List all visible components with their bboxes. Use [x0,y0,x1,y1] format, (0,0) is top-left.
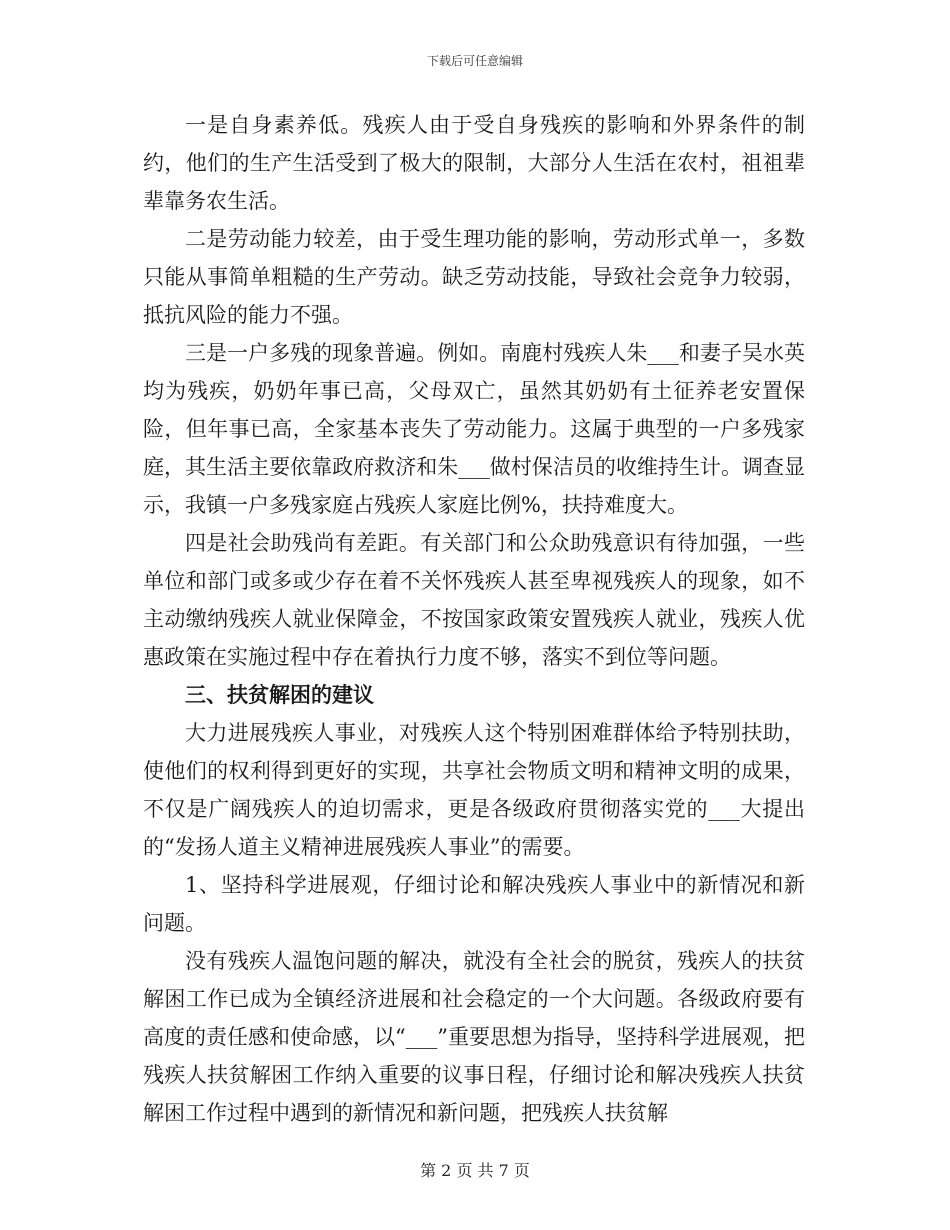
paragraph-social-support: 四是社会助残尚有差距。有关部门和公众助残意识有待加强，一些单位和部门或多或少存在着不关怀残疾人甚至卑视残疾人的现象，如不主动缴纳残疾人就业保障金，不按国家政策安置残疾人就业，残疾人优惠政策在实施过程中存在着执行力度不够，落实不到位等问题。 [143,531,805,669]
paragraph-develop-cause: 大力进展残疾人事业，对残疾人这个特别困难群体给予特别扶助，使他们的权利得到更好的实现，共享社会物质文明和精神文明的成果，不仅是广阔残疾人的迫切需求，更是各级政府贯彻落实党的___大提出的“发扬人道主义精神进展残疾人事业”的需要。 [143,721,805,859]
paragraph-low-quality: 一是自身素养低。残疾人由于受自身残疾的影响和外界条件的制约，他们的生产生活受到了极大的限制，大部分人生活在农村，祖祖辈辈靠务农生活。 [143,113,805,213]
page-header: 下载后可任意编辑 [426,54,523,68]
section-heading-suggestions: 三、扶贫解困的建议 [185,683,374,707]
paragraph-poverty-relief: 没有残疾人温饱问题的解决，就没有全社会的脱贫，残疾人的扶贫解困工作已成为全镇经济进展和社会稳定的一个大问题。各级政府要有高度的责任感和使命感，以“___”重要思想为指导，坚持科学进展观，把残疾人扶贫解困工作纳入重要的议事日程，仔细讨论和解决残疾人扶贫解困工作过程中遇到的新情况和新问题，把残疾人扶贫解 [143,949,805,1125]
paragraph-labor-ability: 二是劳动能力较差，由于受生理功能的影响，劳动形式单一，多数只能从事简单粗糙的生产劳动。缺乏劳动技能，导致社会竞争力较弱，抵抗风险的能力不强。 [143,227,805,327]
paragraph-multi-disability: 三是一户多残的现象普遍。例如。南鹿村残疾人朱___和妻子吴水英均为残疾，奶奶年事已高，父母双亡，虽然其奶奶有土征养老安置保险，但年事已高，全家基本丧失了劳动能力。这属于典型的一户多残家庭，其生活主要依靠政府救济和朱___做村保洁员的收维持生计。调查显示，我镇一户多残家庭占残疾人家庭比例%，扶持难度大。 [143,341,805,517]
document-body [143,106,805,1132]
paragraph-point-1: 1、坚持科学进展观，仔细讨论和解决残疾人事业中的新情况和新问题。 [143,873,805,935]
page-footer: 第 2 页 共 7 页 [420,1161,530,1180]
